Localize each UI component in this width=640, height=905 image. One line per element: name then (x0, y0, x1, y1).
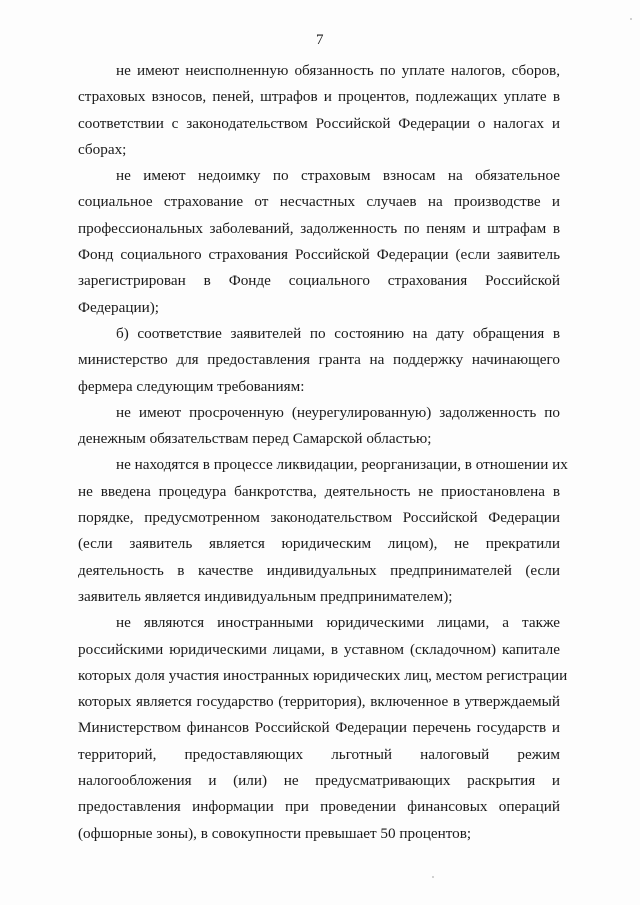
text-line: социальное страхование от несчастных случаев на производстве и (78, 193, 560, 211)
text-line: налогообложения и (или) не предусматривающих раскрытия и (78, 772, 560, 790)
text-line: профессиональных заболеваний, задолженность по пеням и штрафам в (78, 219, 560, 237)
text-line: не имеют просроченную (неурегулированную) задолженность по (116, 403, 560, 421)
text-line: российскими юридическими лицами, в уставном (складочном) капитале (78, 640, 560, 658)
paragraph-insurance-arrears (78, 163, 560, 321)
text-line: предоставления информации при проведении финансовых операций (78, 798, 560, 816)
text-line: зарегистрирован в Фонде социального страхования Российской (78, 272, 560, 290)
page-number: 7 (316, 32, 324, 48)
text-line: б) соответствие заявителей по состоянию на дату обращения в (116, 324, 560, 342)
text-line: сборах; (78, 140, 127, 158)
text-line: территорий, предоставляющих льготный налоговый режим (78, 745, 560, 763)
paragraph-liquidation (78, 452, 568, 610)
scan-speck (432, 876, 434, 878)
text-line: (офшорные зоны), в совокупности превышает 50 процентов; (78, 824, 472, 842)
text-line: не имеют неисполненную обязанность по уплате налогов, сборов, (116, 62, 560, 79)
text-line: заявитель является индивидуальным предпринимателем); (78, 587, 453, 605)
paragraph-tax-obligations (78, 58, 560, 163)
text-line: денежным обязательствам перед Самарской областью; (78, 430, 432, 448)
text-line: порядке, предусмотренном законодательством Российской Федерации (78, 509, 560, 527)
text-line: не введена процедура банкротства, деятельность не приостановлена в (78, 482, 560, 500)
text-line: (если заявитель является юридическим лицом), не прекратили (78, 535, 560, 553)
text-line: деятельность в качестве индивидуальных предпринимателей (если (78, 561, 560, 579)
text-line: министерство для предоставления гранта на поддержку начинающего (78, 351, 560, 369)
text-line: не имеют недоимку по страховым взносам на обязательное (116, 167, 560, 185)
text-line: не являются иностранными юридическими лицами, а также (116, 614, 560, 632)
document-body (78, 58, 568, 847)
scan-speck (630, 18, 632, 20)
text-line: страховых взносов, пеней, штрафов и процентов, подлежащих уплате в (78, 88, 560, 106)
text-line: соответствии с законодательством Российской Федерации о налогах и (78, 114, 560, 132)
text-line: которых доля участия иностранных юридических лиц, местом регистрации (78, 666, 568, 684)
paragraph-overdue-debt (78, 400, 560, 453)
text-line: которых является государство (территория), включенное в утверждаемый (78, 693, 560, 711)
text-line: Министерством финансов Российской Федерации перечень государств и (78, 719, 560, 737)
text-line: Фонд социального страхования Российской Федерации (если заявитель (78, 246, 560, 264)
text-line: не находятся в процессе ликвидации, реорганизации, в отношении их (116, 456, 568, 474)
text-line: Федерации); (78, 298, 160, 316)
paragraph-foreign-entities (78, 610, 568, 847)
text-line: фермера следующим требованиям: (78, 377, 305, 395)
paragraph-applicant-requirements (78, 321, 560, 400)
